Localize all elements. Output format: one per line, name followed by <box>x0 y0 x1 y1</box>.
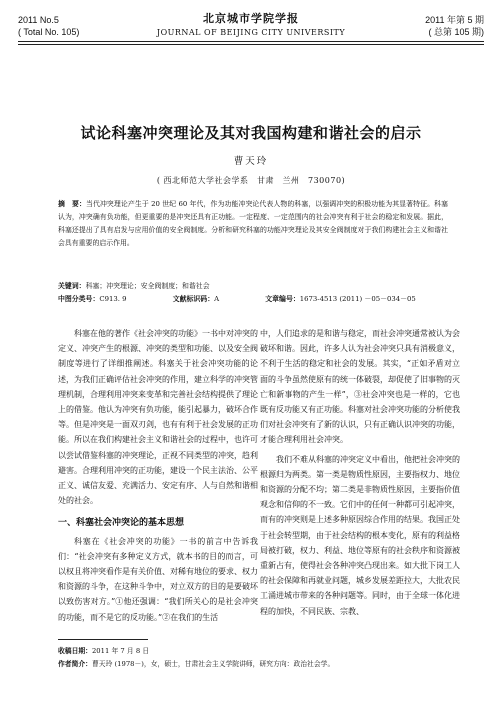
keywords <box>58 280 448 293</box>
body-paragraph: 中，人们追求的是和谐与稳定，而社会冲突通常被认为会破坏和谐。因此，许多人认为社会冲突只具有消极意义，不利于生活的稳定和社会的发展。其实，“正如矛盾对立面的斗争虽然使原有的统一体破裂，却促使了旧事物的灭亡和新事物的产生一样”，③社会冲突也是一样的，它也既有反功能又有正功能。科塞对社会冲突功能的分析使我们对社会冲突有了新的认识，只有正确认识冲突的功能，才能合理利用社会冲突。 <box>260 329 460 445</box>
cls-code-value: C913. 9 <box>99 295 127 303</box>
received-value: 2011 年 7 月 8 日 <box>91 647 150 655</box>
classification-line <box>58 293 458 306</box>
keywords-label: 关键词： <box>58 282 86 290</box>
article-author: 曹天玲 <box>233 156 269 167</box>
journal-name-en: JOURNAL OF BEIJING CITY UNIVERSITY <box>156 28 346 37</box>
journal-name-cn: 北京城市学院学报 <box>203 12 299 25</box>
total-number-left: ( Total No. 105) <box>18 27 80 37</box>
abstract-text: 当代冲突理论产生于 20 世纪 60 年代，作为功能冲突论代表人物的科塞，以强调冲突的积极功能为其显著特征。科塞认为，冲突确有负功能，但更重要的是冲突还具有正功能。一定程度、一定范围内的社会冲突有利于社会的稳定和发展。据此，科塞还提出了具有启发与应用价值的安全阀制度。分析和研究科塞的功能冲突理论及其安全阀制度对于我们构建社会主义和谐社会具有重要的启示作用。 <box>58 200 449 247</box>
article-title: 试论科塞冲突理论及其对我国构建和谐社会的启示 <box>80 124 422 142</box>
cls-code-label: 中图分类号： <box>58 295 100 303</box>
cls-code <box>58 295 149 303</box>
issue-info-right <box>425 14 484 38</box>
header-rule-thin <box>18 44 484 45</box>
body-paragraph: 科塞在《社会冲突的功能》一书的前言中告诉我们：“社会冲突有多种定义方式，就本书的目的而言，可以权且将冲突看作是有关价值、对稀有地位的要求、权力和资源的斗争，在这种斗争中，对立双方的目的是要破坏以致伤害对方。”①他还强调：“我们所关心的是社会冲突的功能，而不是它的反功能。”②在我们的生活 <box>58 536 258 622</box>
article-number <box>265 295 438 303</box>
issue-info-left <box>18 14 79 38</box>
header-rule-thick <box>18 41 484 42</box>
body-column-right <box>260 326 460 619</box>
abstract <box>58 198 448 250</box>
footnote-rule <box>58 639 148 640</box>
keywords-text: 科塞；冲突理论；安全阀制度；和谐社会 <box>85 282 210 290</box>
received-label: 收稿日期： <box>58 647 92 655</box>
abstract-label: 摘 要： <box>58 200 86 208</box>
total-number-right: ( 总第 105 期) <box>428 27 484 37</box>
author-affiliation: ( 西北师范大学社会学系 甘肃 兰州 730070) <box>156 176 346 185</box>
doc-code-label: 文献标识码： <box>172 295 215 303</box>
footnote-received <box>58 646 458 657</box>
footnote-author-bio <box>58 659 458 670</box>
article-number-label: 文章编号： <box>265 295 300 303</box>
section-heading: 一、科塞社会冲突论的基本思想 <box>58 518 185 529</box>
author-bio-label: 作者简介： <box>58 660 92 668</box>
body-paragraph: 科塞在他的著作《社会冲突的功能》一书中对冲突的定义、冲突产生的根源、冲突的类型和功能、以及安全阀制度等进行了详细推阐述。科塞关于社会冲突功能的论述，为我们正确评估社会冲突的作用，建立科学的冲突管理机制，合理利用冲突来变革和完善社会结构提供了理论上的借鉴。他认为冲突有负功能，能引起暴力，破坏合作等。但是冲突是一面双刃剑，也有有利于社会发展的正功能。所以在我们构建社会主义和谐社会的过程中，也许可以尝试借鉴科塞的冲突理论，正视不同类型的冲突，趋利避害。合理利用冲突的正功能，建设一个民主法治、公平正义、诚信友爱、充满活力、安定有序、人与自然和谐相处的社会。 <box>58 329 258 506</box>
body-column-left <box>58 326 258 625</box>
doc-code-value: A <box>214 295 220 303</box>
body-paragraph: 我们不难从科塞的冲突定义中看出，他把社会冲突的根源归为两类。第一类是物质性原因，主要指权力、地位和资源的分配不均；第二类是非物质性原因，主要指价值观念和信仰的不一致。它们中的任何一种都可引起冲突，而有的冲突则是上述多种原因综合作用的结果。我国正处于社会转型期，由于社会结构的根本变化，原有的利益格局被打破，权力、利益、地位等原有的社会秩序和资源被重新占有，使得社会各种冲突凸现出来。如大批下岗工人的社会保障和再就业问题，城乡发展差距拉大，大批农民工涌进城市带来的各种问题等。同时，由于全球一体化进程的加快，不同民族、宗教、 <box>260 454 460 616</box>
issue-number-right: 2011 年第 5 期 <box>425 15 484 25</box>
doc-code <box>173 295 241 303</box>
journal-masthead <box>120 10 382 37</box>
article-number-value: 1673-4513 (2011) －05－034－05 <box>299 295 416 303</box>
author-bio-value: 曹天玲 (1978－)，女，硕士，甘肃社会主义学院讲师，研究方向：政治社会学。 <box>91 660 335 668</box>
issue-number-left: 2011 No.5 <box>18 15 59 25</box>
